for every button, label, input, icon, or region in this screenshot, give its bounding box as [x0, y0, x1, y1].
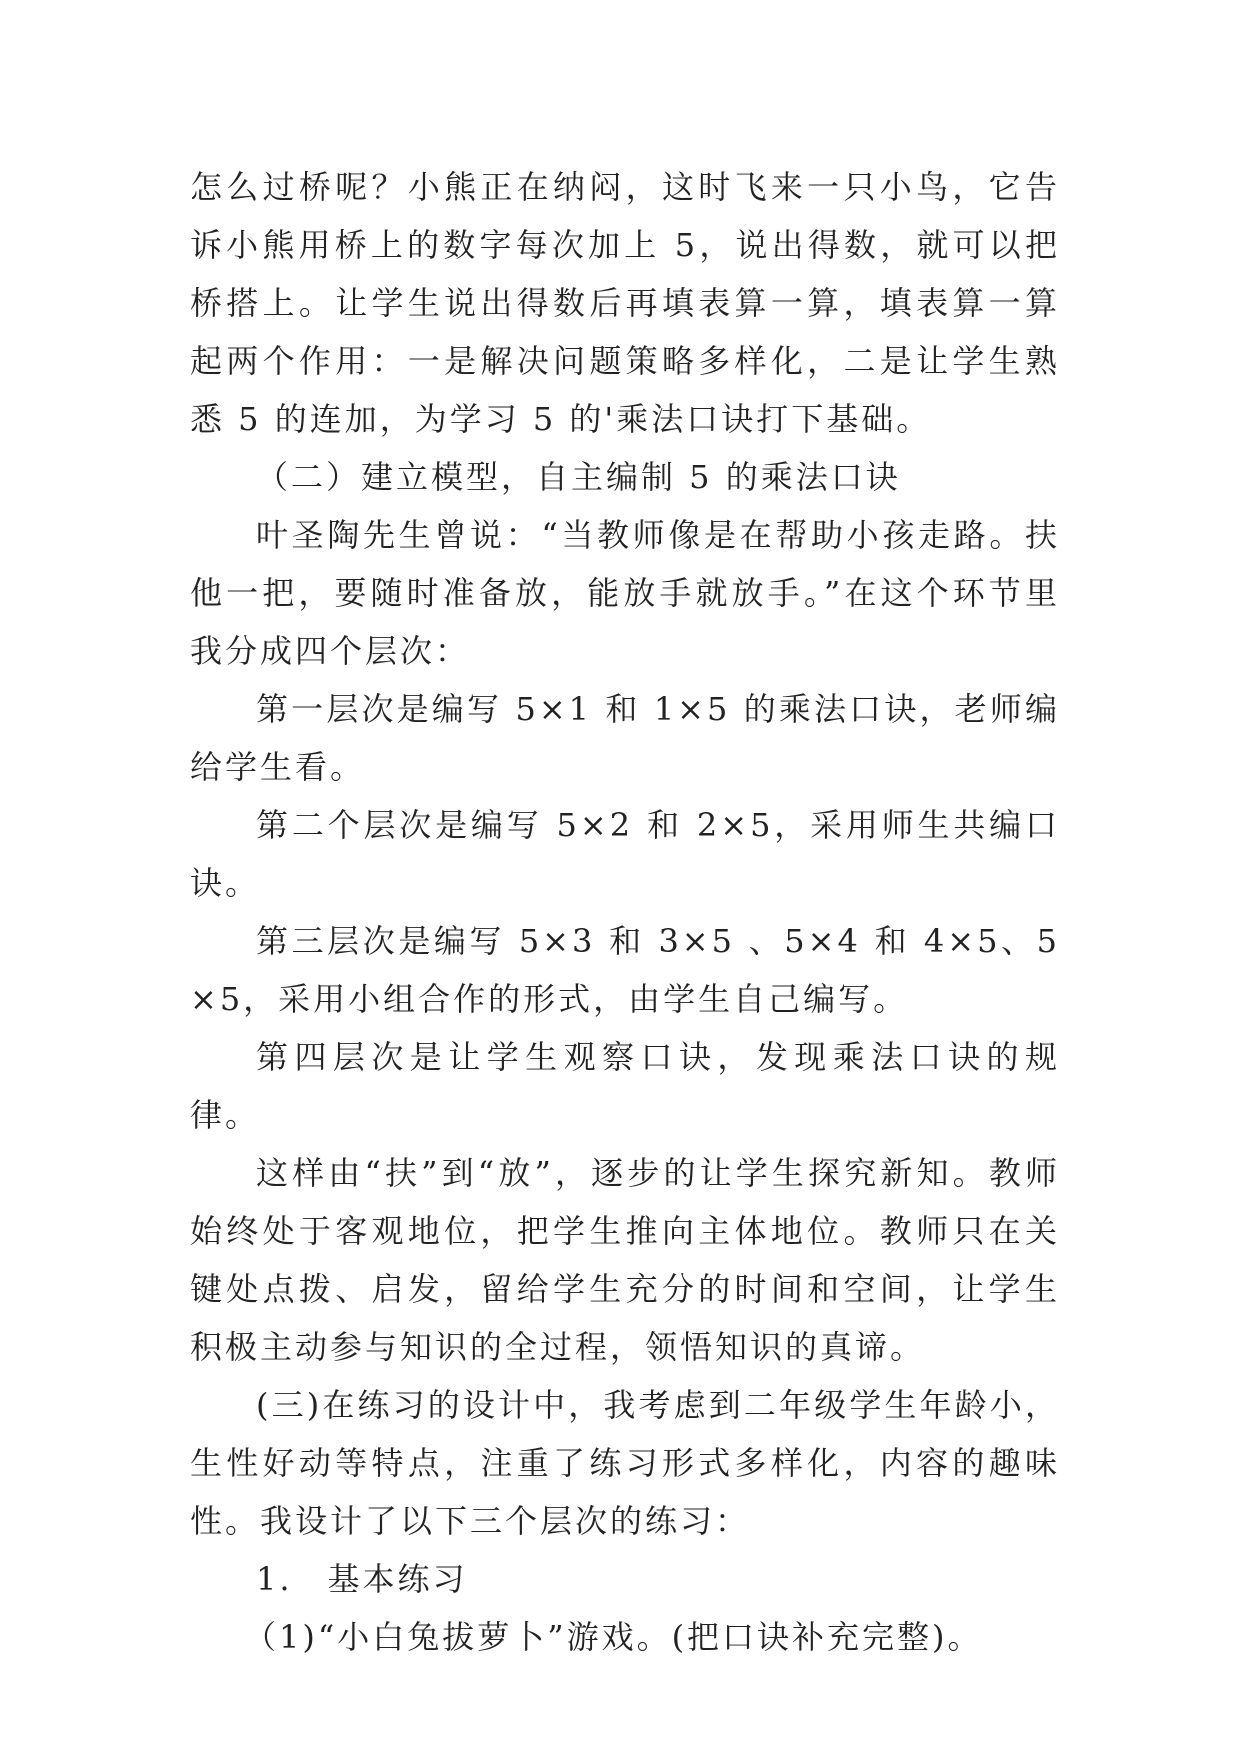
- paragraph-level-4: 第四层次是让学生观察口诀，发现乘法口诀的规律。: [190, 1038, 1060, 1134]
- list-item-basic-practice: 1. 基本练习: [256, 1560, 468, 1598]
- paragraph-level-1: 第一层次是编写 5×1 和 1×5 的乘法口诀，老师编给学生看。: [190, 690, 1060, 786]
- document-body: [190, 158, 1060, 1666]
- section-heading-2: （二）建立模型，自主编制 5 的乘法口诀: [256, 458, 901, 496]
- paragraph-ye-shengtao-quote: 叶圣陶先生曾说：“当教师像是在帮助小孩走路。扶他一把，要随时准备放，能放手就放手。”在这个环节里我分成四个层次：: [190, 516, 1060, 670]
- list-item-rabbit-game: （1)“小白兔拔萝卜”游戏。(把口诀补充完整)。: [244, 1618, 983, 1656]
- section-heading-3-paragraph: (三)在练习的设计中，我考虑到二年级学生年龄小，生性好动等特点，注重了练习形式多样化，内容的趣味性。我设计了以下三个层次的练习：: [190, 1386, 1060, 1540]
- paragraph-bridge-story: 怎么过桥呢？小熊正在纳闷，这时飞来一只小鸟，它告诉小熊用桥上的数字每次加上 5，说出得数，就可以把桥搭上。让学生说出得数后再填表算一算，填表算一算起两个作用：一是解决问题策略多样化，二是让学生熟悉 5 的连加，为学习 5 的'乘法口诀打下基础。: [190, 168, 1060, 438]
- paragraph-level-2: 第二个层次是编写 5×2 和 2×5，采用师生共编口诀。: [190, 806, 1060, 902]
- paragraph-summary: 这样由“扶”到“放”，逐步的让学生探究新知。教师始终处于客观地位，把学生推向主体地位。教师只在关键处点拨、启发，留给学生充分的时间和空间，让学生积极主动参与知识的全过程，领悟知识的真谛。: [190, 1154, 1060, 1366]
- paragraph-level-3: 第三层次是编写 5×3 和 3×5 、5×4 和 4×5、5×5，采用小组合作的形式，由学生自己编写。: [190, 922, 1060, 1018]
